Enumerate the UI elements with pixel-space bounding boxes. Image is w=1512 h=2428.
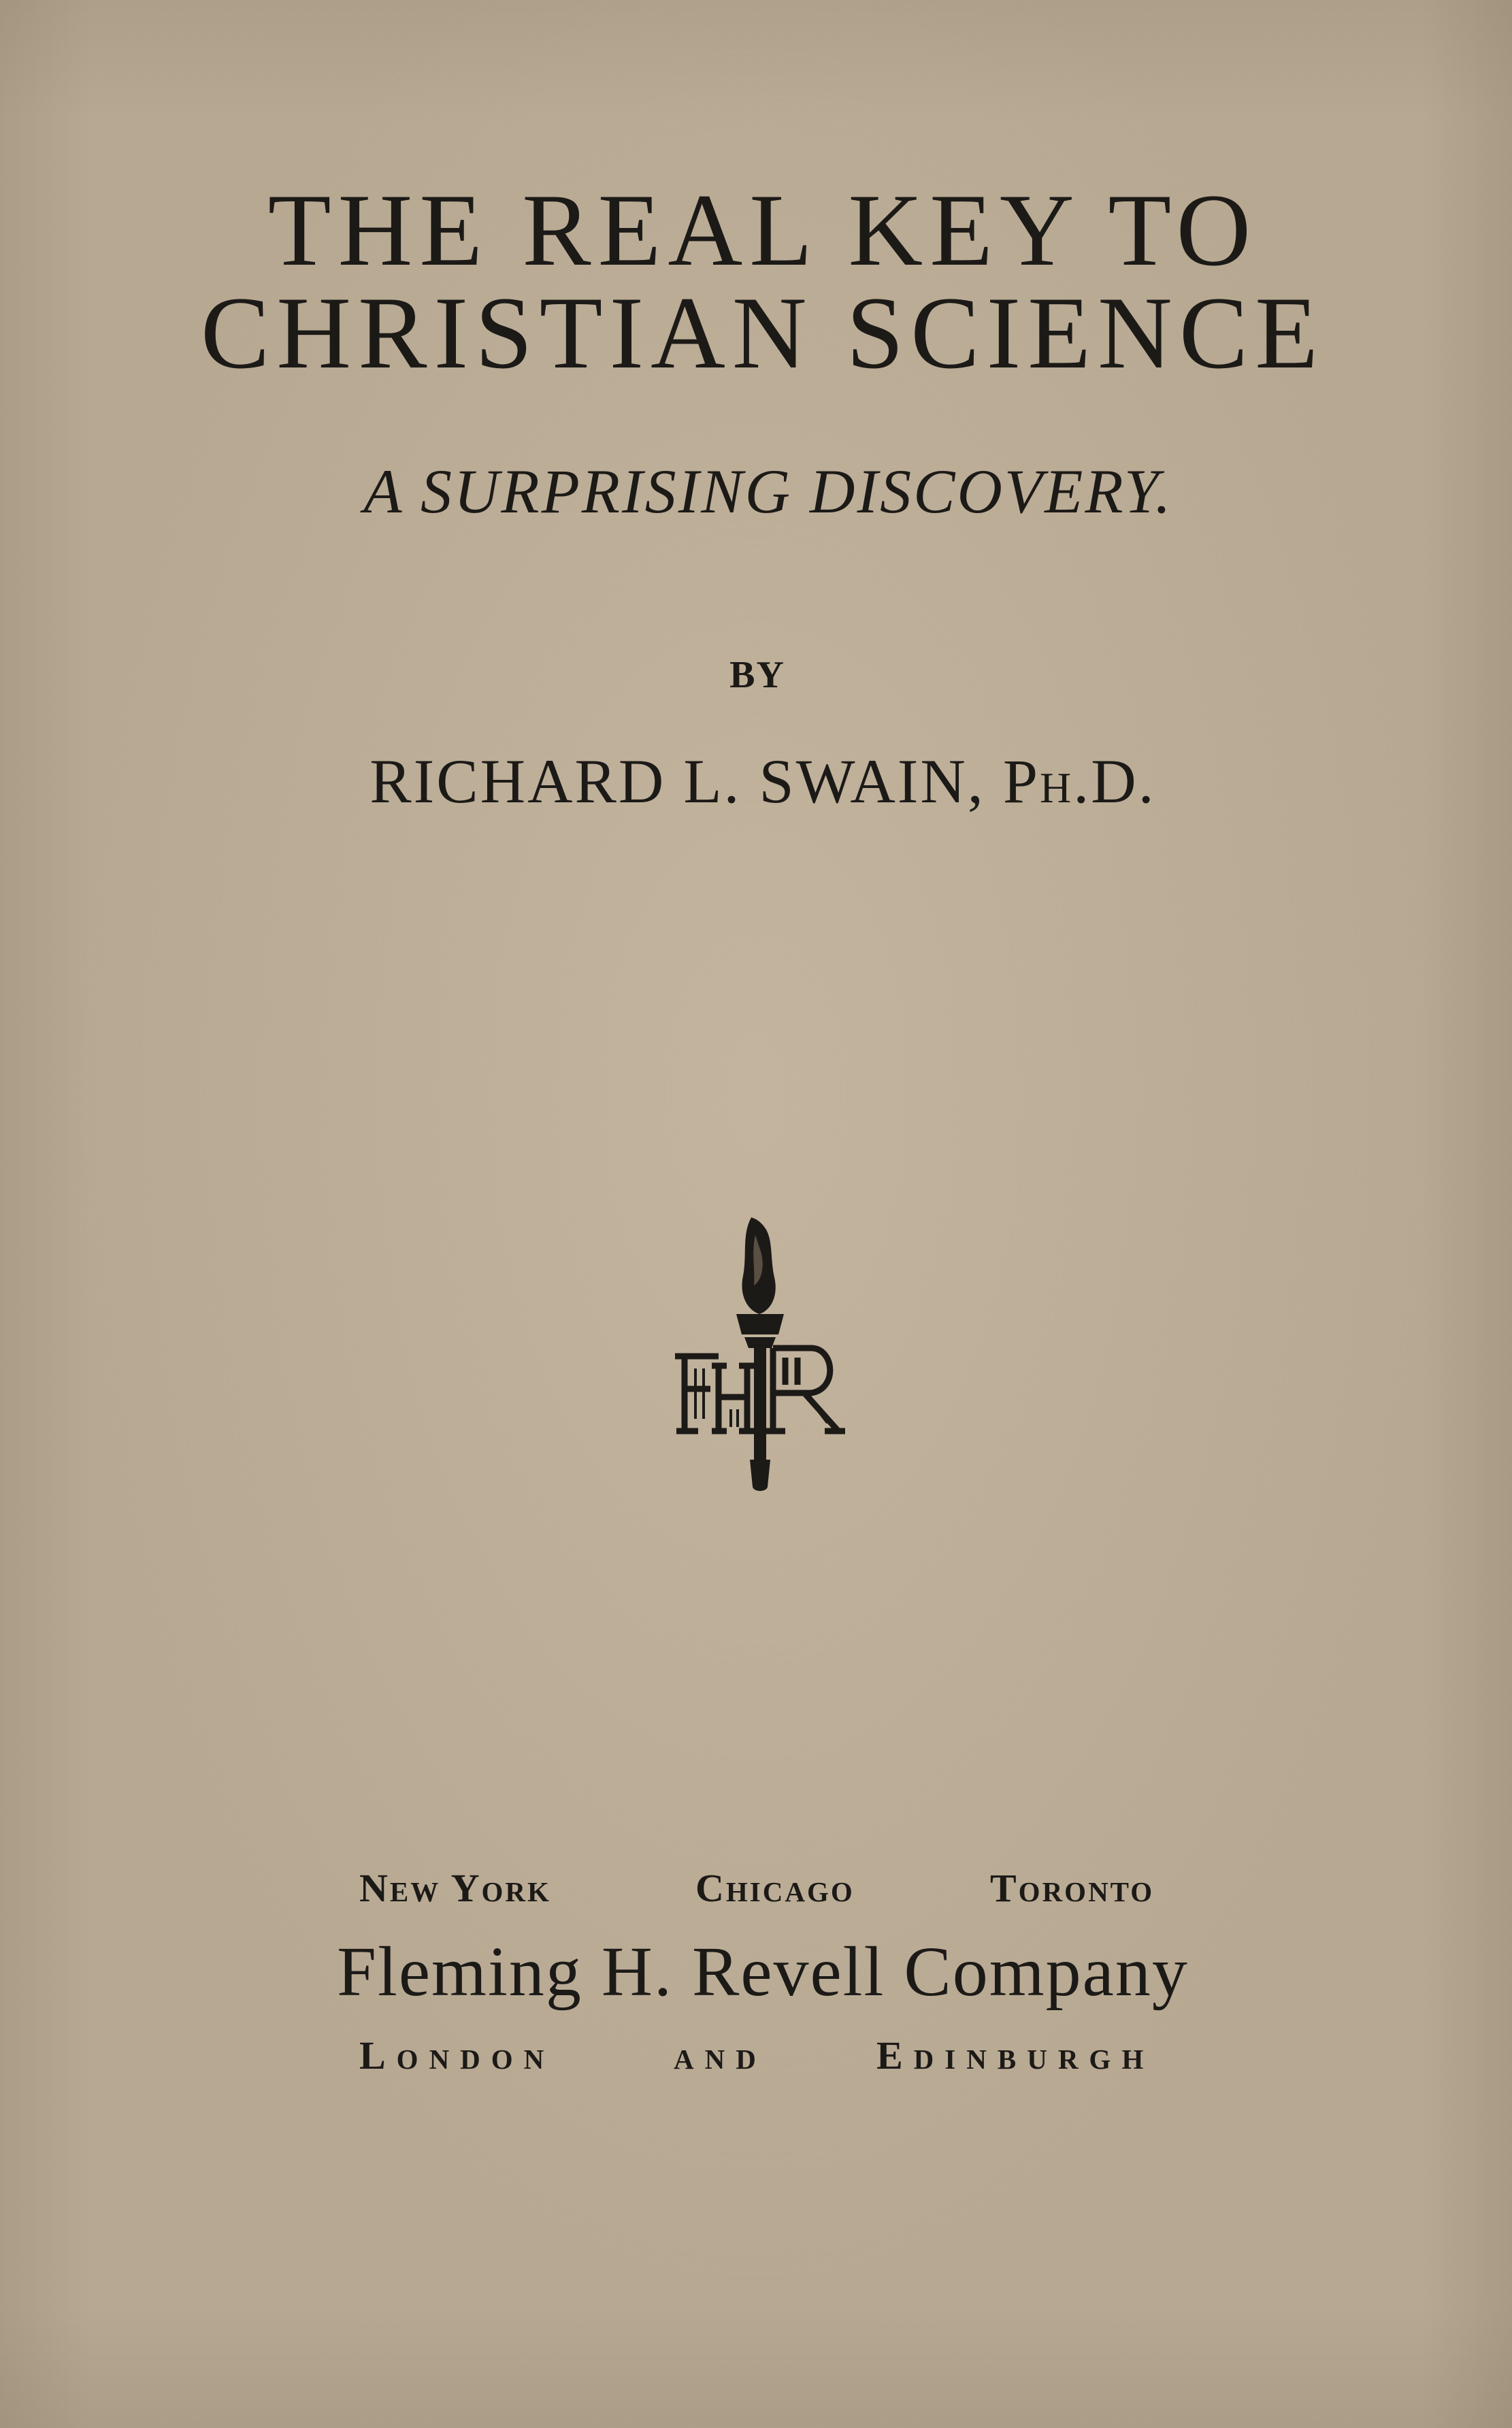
publisher-cities	[0, 1866, 1512, 1916]
fhr-monogram-torch-icon	[671, 1215, 849, 1494]
book-title-line-1: THE REAL KEY TO	[267, 173, 1258, 287]
book-subtitle: A SURPRISING DISCOVERY.	[363, 457, 1173, 526]
book-title-line-2: CHRISTIAN SCIENCE	[200, 276, 1326, 390]
imprint-london: London	[359, 2033, 555, 2078]
city-new-york: New York	[359, 1866, 551, 1910]
publisher-name: Fleming H. Revell Company	[337, 1933, 1189, 2011]
publisher-imprint	[0, 2033, 1512, 2084]
author-degree: Ph.D.	[1002, 747, 1156, 816]
imprint-edinburgh: Edinburgh	[876, 2033, 1155, 2078]
city-toronto: Toronto	[990, 1866, 1155, 1910]
imprint-and: and	[674, 2033, 767, 2078]
city-chicago: Chicago	[695, 1866, 855, 1910]
author-name: RICHARD L. SWAIN,	[369, 747, 985, 816]
byline: BY	[729, 654, 785, 696]
author-line	[7, 747, 1512, 816]
